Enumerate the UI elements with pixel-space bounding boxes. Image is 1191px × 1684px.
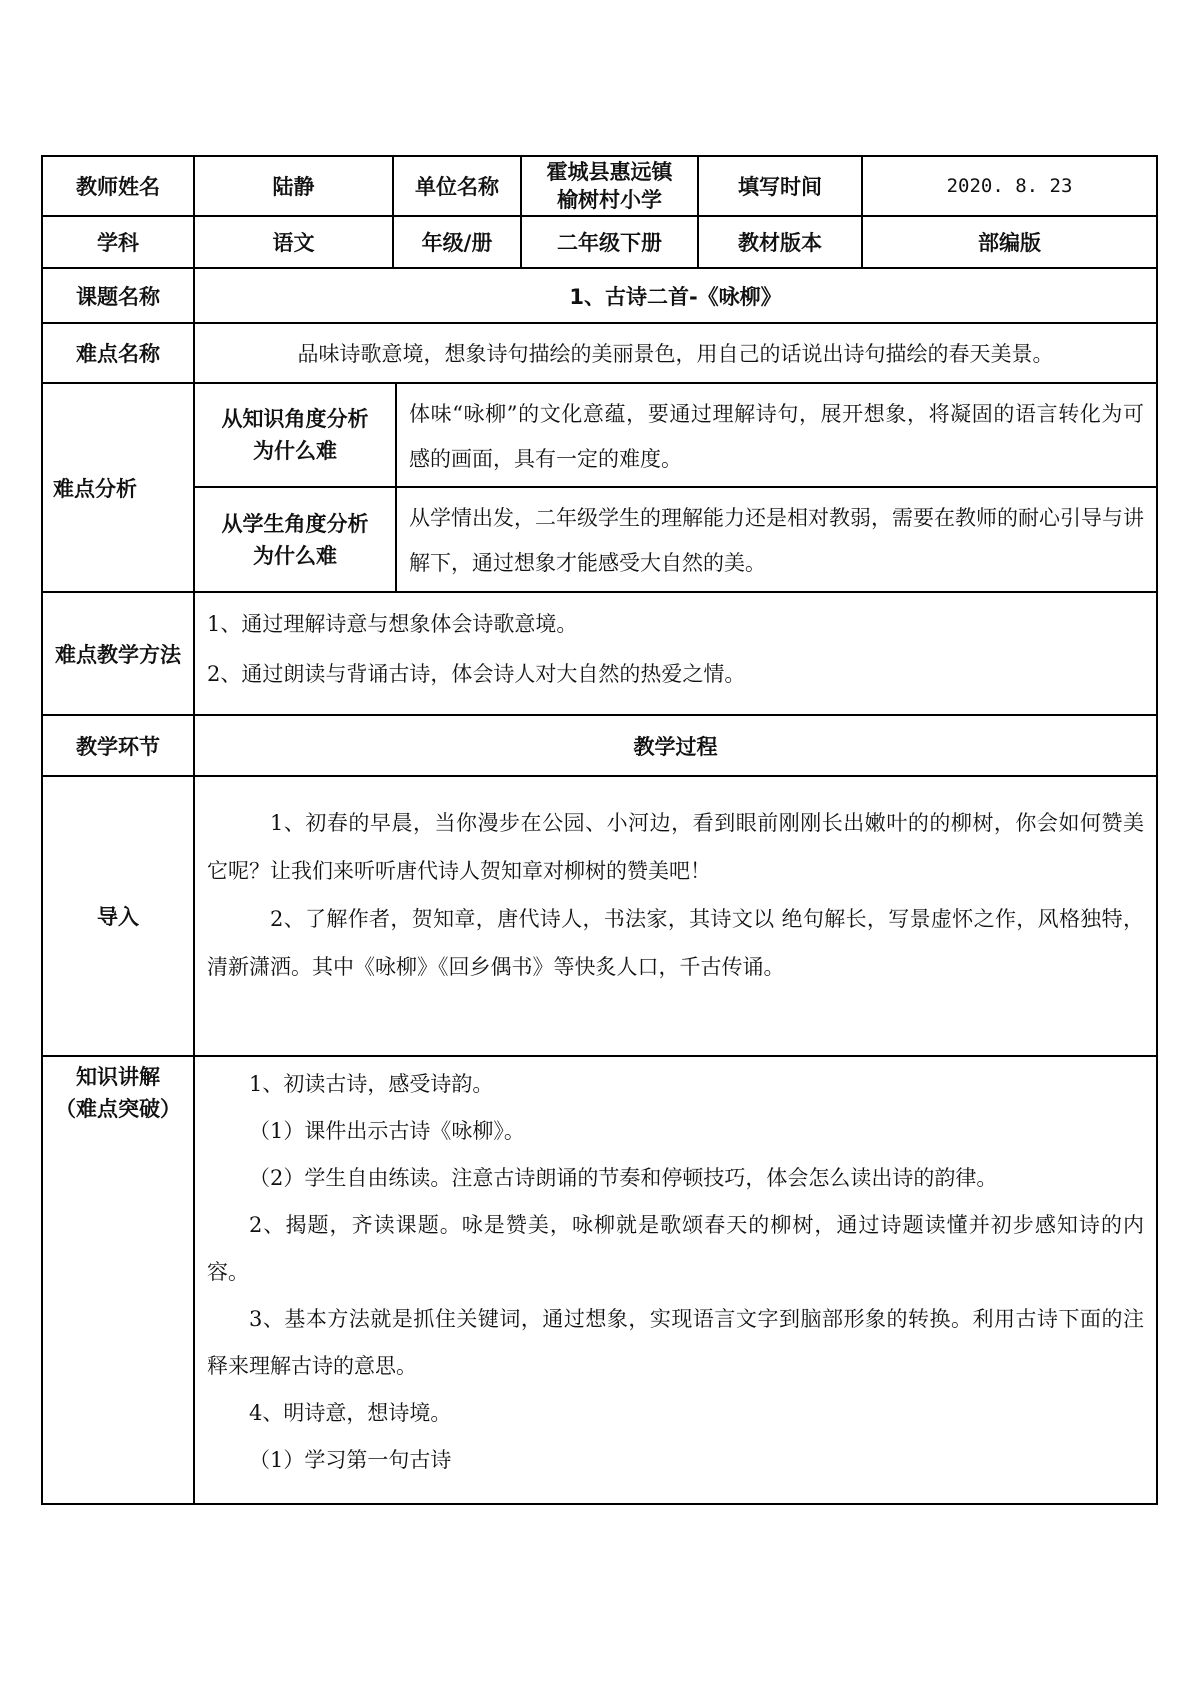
methods-label: 难点教学方法: [55, 642, 181, 667]
lesson-title-label: 课题名称: [76, 284, 160, 309]
unit-name-label: 单位名称: [415, 175, 499, 199]
knowledge-label-line1: 知识讲解: [76, 1065, 160, 1089]
student-angle-text: 从学情出发，二年级学生的理解能力还是相对教弱，需要在教师的耐心引导与讲解下，通过想象才能感受大自然的美。: [409, 506, 1144, 575]
difficulty-value: 品味诗歌意境，想象诗句描绘的美丽景色，用自己的话说出诗句描绘的春天美景。: [297, 342, 1054, 366]
knowledge-angle-text: 体味“咏柳”的文化意蕴，要通过理解诗句，展开想象，将凝固的语言转化为可感的画面，具有一定的难度。: [409, 402, 1144, 471]
analysis-label: 难点分析: [53, 476, 137, 501]
fill-date-value: 2020. 8. 23: [946, 175, 1073, 197]
grade-value: 二年级下册: [557, 231, 662, 255]
teacher-name-label: 教师姓名: [76, 175, 160, 199]
lesson-title-value: 1、古诗二首-《咏柳》: [569, 284, 782, 309]
knowledge-angle-label: 从知识角度分析为什么难: [221, 407, 369, 463]
subject-label: 学科: [97, 231, 139, 255]
intro-label: 导入: [97, 905, 139, 929]
knowledge-paragraph: 1、初读古诗，感受诗韵。: [249, 1072, 494, 1096]
method-item: 2、通过朗读与背诵古诗，体会诗人对大自然的热爱之情。: [207, 662, 746, 686]
intro-text: [195, 777, 1156, 991]
knowledge-paragraph: （1）课件出示古诗《咏柳》。: [249, 1119, 525, 1143]
knowledge-paragraph: （2）学生自由练读。注意古诗朗诵的节奏和停顿技巧，体会怎么读出诗的韵律。: [249, 1166, 998, 1190]
edition-value: 部编版: [978, 231, 1041, 255]
subject-value: 语文: [272, 231, 315, 255]
knowledge-paragraph: 3、基本方法就是抓住关键词，通过想象，实现语言文字到脑部形象的转换。利用古诗下面的注释来理解古诗的意思。: [207, 1307, 1144, 1378]
teaching-phase-header: 教学环节: [76, 734, 160, 759]
knowledge-label: [43, 1061, 193, 1125]
grade-label: 年级/册: [421, 231, 493, 255]
method-item: 1、通过理解诗意与想象体会诗歌意境。: [207, 612, 578, 636]
edition-label: 教材版本: [738, 231, 822, 255]
unit-name-value: 霍城县惠远镇榆树村小学: [546, 160, 673, 212]
intro-paragraph: 1、初春的早晨，当你漫步在公园、小河边，看到眼前刚刚长出嫩叶的的柳树，你会如何赞美它呢？让我们来听听唐代诗人贺知章对柳树的赞美吧！: [207, 811, 1144, 883]
knowledge-paragraph: 2、揭题，齐读课题。咏是赞美，咏柳就是歌颂春天的柳树，通过诗题读懂并初步感知诗的内容。: [207, 1213, 1144, 1284]
methods-list: [195, 593, 1156, 699]
student-angle-label: 从学生角度分析为什么难: [221, 511, 369, 568]
knowledge-paragraph: 4、明诗意，想诗境。: [249, 1401, 452, 1425]
teacher-name-value: 陆静: [272, 175, 315, 199]
fill-date-label: 填写时间: [738, 175, 822, 199]
teaching-process-header: 教学过程: [633, 734, 718, 759]
knowledge-paragraph: （1）学习第一句古诗: [249, 1448, 452, 1472]
difficulty-label: 难点名称: [76, 342, 160, 366]
knowledge-text: [195, 1057, 1156, 1484]
lesson-plan-table: [41, 155, 1158, 1505]
intro-paragraph: 2、了解作者，贺知章，唐代诗人，书法家，其诗文以 绝句解长，写景虚怀之作，风格独特，清新潇洒。其中《咏柳》《回乡偶书》等快炙人口，千古传诵。: [207, 907, 1144, 979]
knowledge-label-line2: （难点突破）: [55, 1097, 181, 1121]
